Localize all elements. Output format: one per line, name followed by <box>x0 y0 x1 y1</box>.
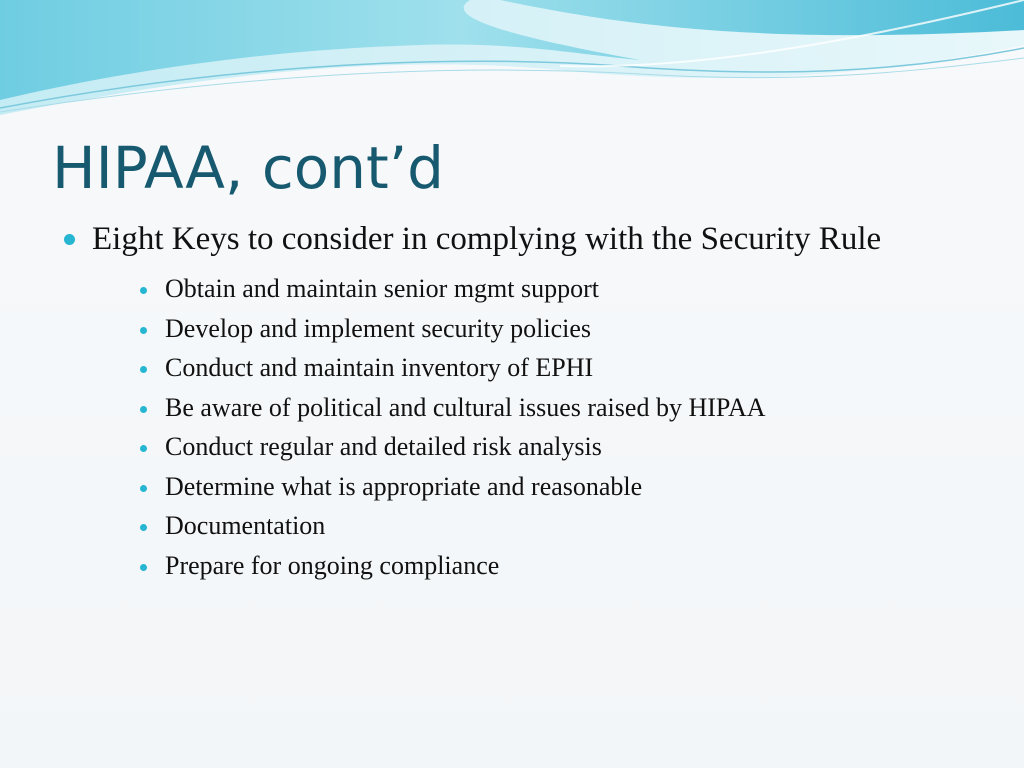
sub-bullet-text: Conduct regular and detailed risk analysis <box>165 432 602 461</box>
slide-body <box>58 220 958 585</box>
sub-bullet-text: Conduct and maintain inventory of EPHI <box>165 353 594 382</box>
sub-bullet-text: Prepare for ongoing compliance <box>165 550 500 580</box>
bullet-dot-icon <box>64 234 75 245</box>
bullet-dot-icon <box>140 445 147 452</box>
sub-bullet-text: Documentation <box>165 511 326 540</box>
sub-bullet-text: Determine what is appropriate and reasonable <box>165 471 643 501</box>
sub-bullet-list <box>58 269 958 585</box>
sub-bullet-item <box>58 427 958 467</box>
sub-bullet-text: Obtain and maintain senior mgmt support <box>165 274 599 303</box>
bullet-dot-icon <box>140 485 147 492</box>
slide-title: HIPAA, cont’d <box>52 134 444 202</box>
main-bullet-item <box>58 220 958 259</box>
bullet-dot-icon <box>140 327 147 334</box>
sub-bullet-text: Be aware of political and cultural issues raised by HIPAA <box>165 392 766 422</box>
sub-bullet-item <box>58 269 958 309</box>
header-wave-decoration <box>0 0 1024 130</box>
sub-bullet-item <box>58 348 958 388</box>
sub-bullet-item <box>58 388 958 428</box>
sub-bullet-item <box>58 546 958 586</box>
bullet-dot-icon <box>140 366 147 373</box>
main-bullet-text: Eight Keys to consider in complying with the Security Rule <box>92 221 882 257</box>
bullet-dot-icon <box>140 524 147 531</box>
sub-bullet-text: Develop and implement security policies <box>165 313 591 343</box>
sub-bullet-item <box>58 309 958 349</box>
bullet-dot-icon <box>140 406 147 413</box>
bullet-dot-icon <box>140 564 147 571</box>
sub-bullet-item <box>58 506 958 546</box>
sub-bullet-item <box>58 467 958 507</box>
bullet-dot-icon <box>140 287 147 294</box>
